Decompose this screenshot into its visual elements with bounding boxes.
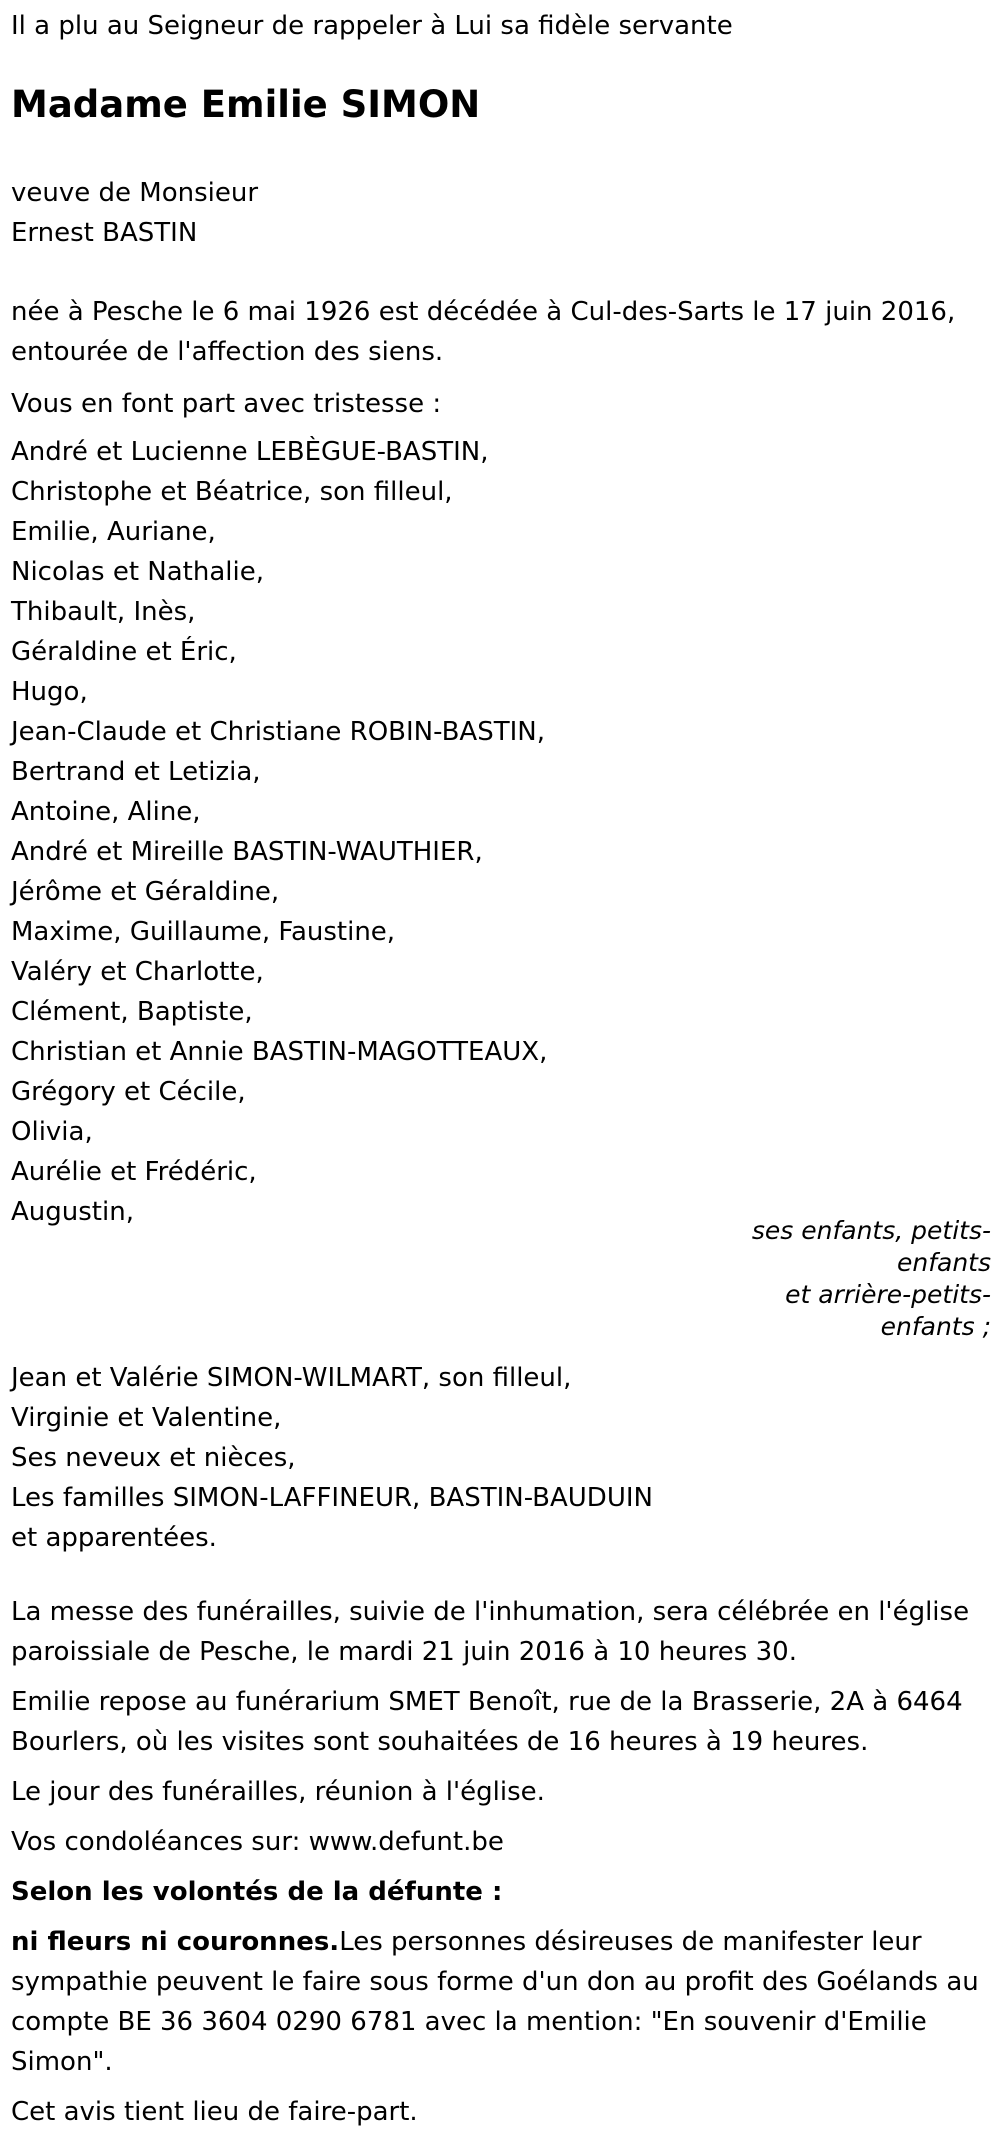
family-list <box>11 432 547 1232</box>
relation-label <box>751 1215 991 1343</box>
family-line: Jean-Claude et Christiane ROBIN-BASTIN, <box>11 717 545 747</box>
family-line: Christian et Annie BASTIN-MAGOTTEAUX, <box>11 1037 548 1067</box>
family-line: André et Mireille BASTIN-WAUTHIER, <box>11 837 483 867</box>
family-line: Jérôme et Géraldine, <box>11 877 280 907</box>
closing-text: Cet avis tient lieu de faire-part. <box>11 2097 418 2127</box>
condolences-text: Vos condoléances sur: www.defunt.be <box>11 1827 504 1857</box>
other-relatives <box>11 1358 653 1558</box>
family-line: Nicolas et Nathalie, <box>11 557 264 587</box>
relation-line: et arrière-petits- <box>785 1280 991 1309</box>
funeral-details <box>11 1592 991 2142</box>
relative-line: Virginie et Valentine, <box>11 1403 282 1433</box>
family-line: Thibault, Inès, <box>11 597 196 627</box>
widow-line: Ernest BASTIN <box>11 218 198 248</box>
birth-death-info <box>11 292 955 372</box>
family-line: Bertrand et Letizia, <box>11 757 261 787</box>
widow-of <box>11 173 258 253</box>
family-line: Grégory et Cécile, <box>11 1077 246 1107</box>
family-line: Christophe et Béatrice, son filleul, <box>11 477 453 507</box>
no-flowers-text: ni fleurs ni couronnes. <box>11 1927 340 1957</box>
widow-line: veuve de Monsieur <box>11 178 259 208</box>
relative-line: Jean et Valérie SIMON-WILMART, son filleul, <box>11 1363 572 1393</box>
repose-text: Emilie repose au funérarium SMET Benoît, rue de la Brasserie, 2A à 6464 Bourlers, où les visites sont souhaitées de 16 heures à 19 heures. <box>11 1687 963 1757</box>
family-line: Maxime, Guillaume, Faustine, <box>11 917 396 947</box>
relative-line: Ses neveux et nièces, <box>11 1443 296 1473</box>
wishes-heading: Selon les volontés de la défunte : <box>11 1877 503 1907</box>
relative-line: et apparentées. <box>11 1523 217 1553</box>
family-line: Augustin, <box>11 1197 134 1227</box>
family-line: Clément, Baptiste, <box>11 997 253 1027</box>
meeting-text: Le jour des funérailles, réunion à l'église. <box>11 1777 545 1807</box>
family-line: Olivia, <box>11 1117 93 1147</box>
announce-text: Vous en font part avec tristesse : <box>11 389 442 419</box>
family-line: Emilie, Auriane, <box>11 517 216 547</box>
intro-text: Il a plu au Seigneur de rappeler à Lui sa fidèle servante <box>11 11 733 41</box>
donation-paragraph <box>11 1922 991 2082</box>
family-line: Hugo, <box>11 677 88 707</box>
birth-death-line: entourée de l'affection des siens. <box>11 337 444 367</box>
family-line: Aurélie et Frédéric, <box>11 1157 257 1187</box>
relation-line: enfants ; <box>880 1312 991 1341</box>
relative-line: Les familles SIMON-LAFFINEUR, BASTIN-BAUDUIN <box>11 1483 653 1513</box>
family-line: Géraldine et Éric, <box>11 637 237 667</box>
relation-line: enfants <box>896 1248 991 1277</box>
donation-text: Les personnes désireuses de manifester leur sympathie peuvent le faire sous forme d'un don au profit des Goélands au compte BE 36 3604 0290 6781 avec la mention: "En souvenir d'Emilie Simon". <box>11 1927 979 2077</box>
deceased-name: Madame Emilie SIMON <box>11 83 481 126</box>
birth-death-line: née à Pesche le 6 mai 1926 est décédée à Cul-des-Sarts le 17 juin 2016, <box>11 297 956 327</box>
relation-line: ses enfants, petits- <box>751 1216 991 1245</box>
family-line: André et Lucienne LEBÈGUE-BASTIN, <box>11 437 489 467</box>
funeral-mass-text: La messe des funérailles, suivie de l'inhumation, sera célébrée en l'église paroissiale de Pesche, le mardi 21 juin 2016 à 10 heures 30. <box>11 1597 970 1667</box>
family-line: Antoine, Aline, <box>11 797 201 827</box>
family-line: Valéry et Charlotte, <box>11 957 264 987</box>
